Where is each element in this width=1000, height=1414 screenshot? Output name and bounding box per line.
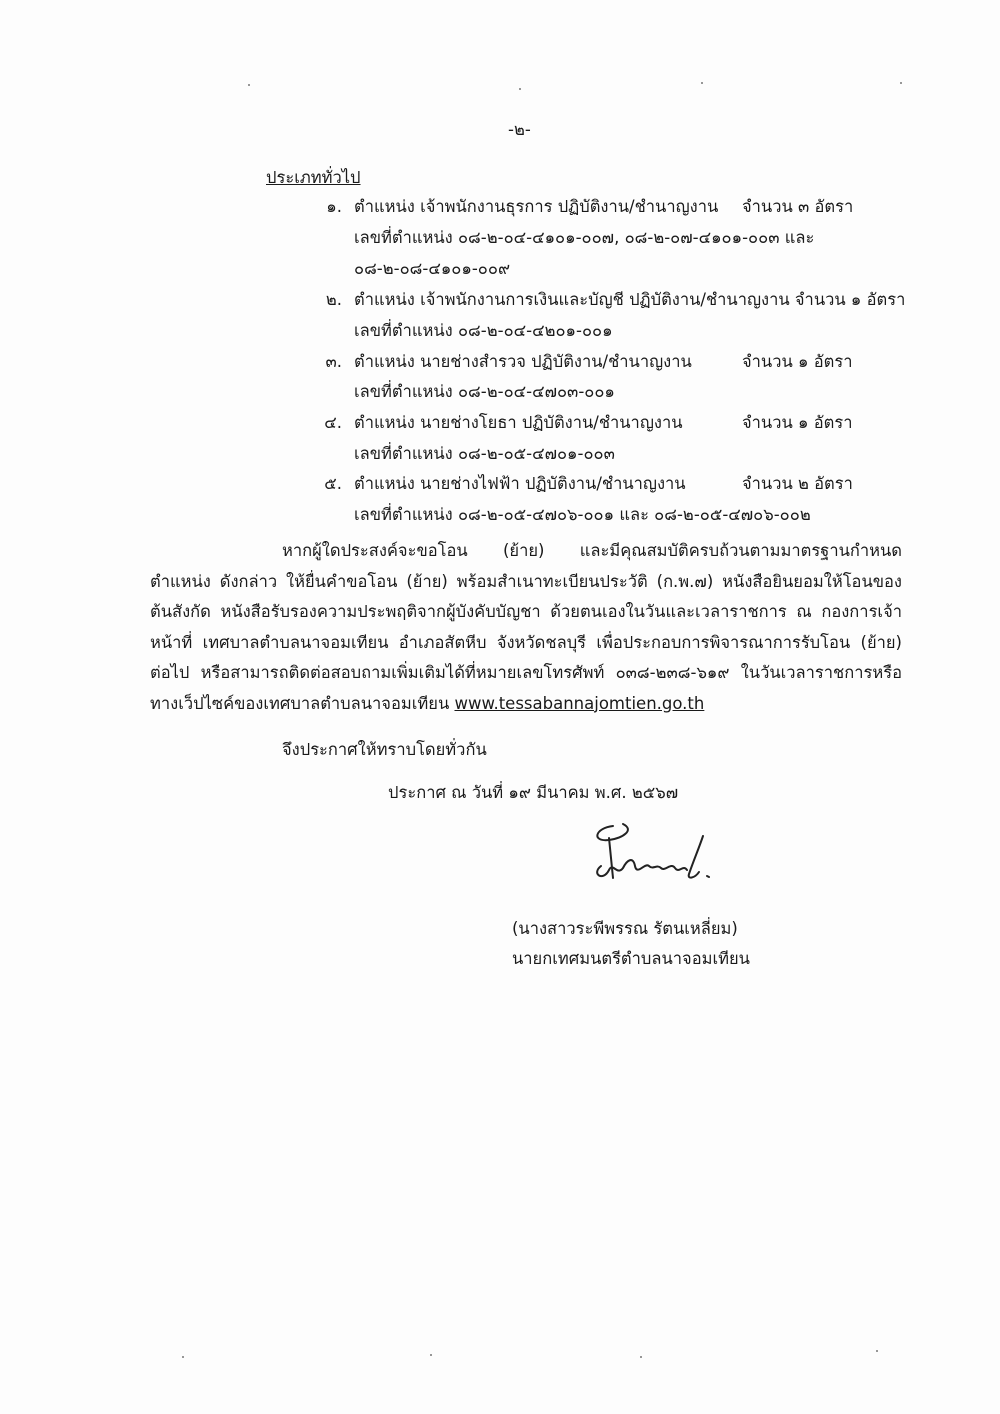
position-number-line: ๐๘-๒-๐๘-๔๑๐๑-๐๐๙	[354, 259, 511, 278]
scan-speck	[701, 82, 703, 84]
scan-speck	[876, 1350, 878, 1352]
position-number-line: เลขที่ตำแหน่ง ๐๘-๒-๐๕-๔๗๐๖-๐๐๑ และ ๐๘-๒-๐๕-๔๗๐๖-๐๐๒	[354, 505, 811, 524]
website-link[interactable]: www.tessabannajomtien.go.th	[454, 693, 705, 713]
position-number-line: เลขที่ตำแหน่ง ๐๘-๒-๐๔-๔๑๐๑-๐๐๗, ๐๘-๒-๐๗-๔๑๐๑-๐๐๓ และ	[354, 228, 815, 247]
signatory-title: นายกเทศมนตรีตำบลนาจอมเทียน	[512, 949, 750, 968]
position-title: ตำแหน่ง นายช่างสำรวจ ปฏิบัติงาน/ชำนาญงาน	[354, 352, 692, 371]
signature-image	[583, 818, 733, 890]
scan-speck	[182, 1356, 184, 1358]
position-number: ๔.	[324, 413, 342, 432]
position-number: ๑.	[326, 197, 342, 216]
scan-speck	[430, 1354, 432, 1356]
position-title: ตำแหน่ง เจ้าพนักงานธุรการ ปฏิบัติงาน/ชำนาญงาน	[354, 197, 719, 216]
signatory-name: (นางสาวระพีพรรณ รัตนเหลี่ยม)	[512, 919, 738, 938]
scan-speck	[248, 84, 250, 86]
scan-speck	[900, 82, 902, 84]
position-title: ตำแหน่ง เจ้าพนักงานการเงินและบัญชี ปฏิบัติงาน/ชำนาญงาน จำนวน ๑ อัตรา	[354, 290, 906, 309]
page-number: -๒-	[508, 120, 531, 139]
position-number-line: เลขที่ตำแหน่ง ๐๘-๒-๐๔-๔๗๐๓-๐๐๑	[354, 382, 615, 401]
announce-date: ประกาศ ณ วันที่ ๑๙ มีนาคม พ.ศ. ๒๕๖๗	[388, 783, 679, 802]
position-count: จำนวน ๑ อัตรา	[742, 413, 853, 432]
position-title: ตำแหน่ง นายช่างไฟฟ้า ปฏิบัติงาน/ชำนาญงาน	[354, 474, 686, 493]
position-count: จำนวน ๑ อัตรา	[742, 352, 853, 371]
body-text: หากผู้ใดประสงค์จะขอโอน (ย้าย) และมีคุณสมบัติครบถ้วนตามมาตรฐานกำหนดตำแหน่ง ดังกล่าว ให้ยื่นคำขอโอน (ย้าย) พร้อมสำเนาทะเบียนประวัติ (ก.พ.๗) หนังสือยินยอมให้โอนของต้นสังกัด หนังสือรับรองความประพฤติจากผู้บังคับบัญชา ด้วยตนเองในวันและเวลาราชการ ณ กองการเจ้าหน้าที่ เทศบาลตำบลนาจอมเทียน อำเภอสัตหีบ จังหวัดชลบุรี เพื่อประกอบการพิจารณาการรับโอน (ย้าย) ต่อไป หรือสามารถติดต่อสอบถามเพิ่มเติมได้ที่หมายเลขโทรศัพท์ ๐๓๘-๒๓๘-๖๑๙ ในวันเวลาราชการหรือ ทางเว็ปไซค์ของเทศบาลตำบลนาจอมเทียน	[150, 541, 902, 713]
scan-speck	[640, 1356, 642, 1358]
position-count: จำนวน ๒ อัตรา	[742, 474, 853, 493]
position-number: ๓.	[325, 352, 342, 371]
position-count: จำนวน ๓ อัตรา	[742, 197, 854, 216]
body-paragraph	[150, 536, 902, 719]
position-number-line: เลขที่ตำแหน่ง ๐๘-๒-๐๕-๔๗๐๑-๐๐๓	[354, 444, 615, 463]
position-number: ๕.	[324, 474, 342, 493]
position-title: ตำแหน่ง นายช่างโยธา ปฏิบัติงาน/ชำนาญงาน	[354, 413, 683, 432]
position-number-line: เลขที่ตำแหน่ง ๐๘-๒-๐๔-๔๒๐๑-๐๐๑	[354, 321, 613, 340]
position-number: ๒.	[325, 290, 342, 309]
closing-text: จึงประกาศให้ทราบโดยทั่วกัน	[282, 740, 487, 759]
section-heading: ประเภททั่วไป	[266, 168, 361, 187]
scan-speck	[519, 88, 521, 90]
